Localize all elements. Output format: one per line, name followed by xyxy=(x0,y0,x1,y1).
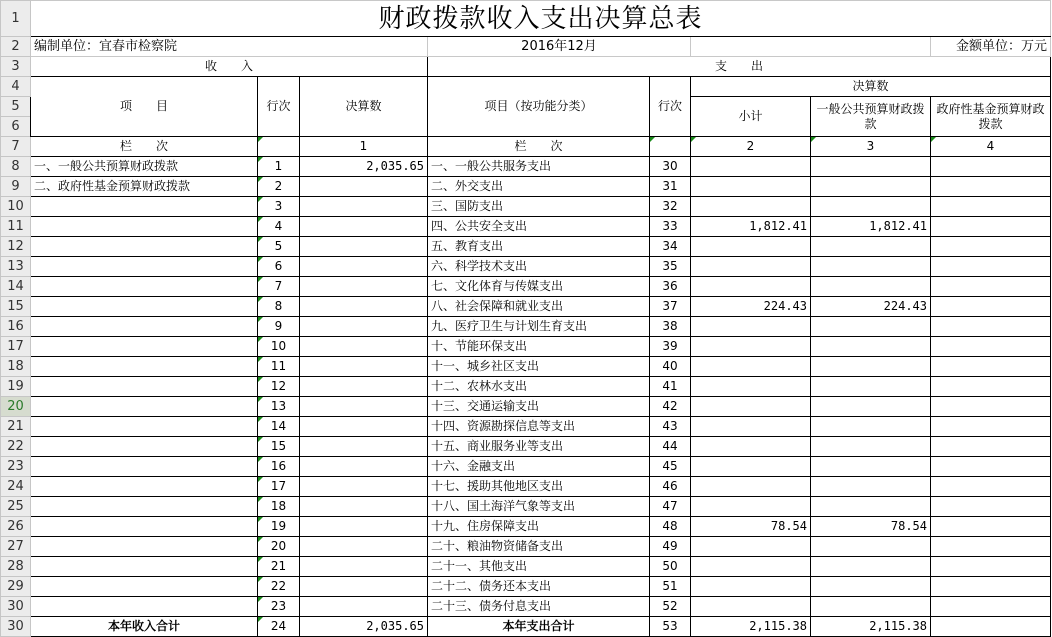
expense-row-no-cell[interactable]: 34 xyxy=(650,237,691,257)
column-label-expense[interactable]: 栏 次 xyxy=(428,137,650,157)
income-amount-cell[interactable] xyxy=(300,557,428,577)
expense-row-no-cell[interactable]: 51 xyxy=(650,577,691,597)
income-item-cell[interactable] xyxy=(31,477,258,497)
general-budget-cell[interactable] xyxy=(811,237,931,257)
row-header[interactable]: 6 xyxy=(1,117,31,137)
income-amount-cell[interactable] xyxy=(300,317,428,337)
income-item-cell[interactable] xyxy=(31,537,258,557)
income-amount-cell[interactable] xyxy=(300,457,428,477)
expense-row-no-cell[interactable]: 39 xyxy=(650,337,691,357)
income-amount-cell[interactable] xyxy=(300,257,428,277)
income-row-no-cell[interactable]: 18 xyxy=(258,497,300,517)
general-budget-cell[interactable] xyxy=(811,597,931,617)
column-number[interactable]: 3 xyxy=(811,137,931,157)
expense-item-cell[interactable]: 五、教育支出 xyxy=(428,237,650,257)
income-row-no-cell[interactable]: 12 xyxy=(258,377,300,397)
fund-budget-cell[interactable] xyxy=(931,577,1051,597)
row-header[interactable]: 27 xyxy=(1,537,31,557)
row-header[interactable]: 12 xyxy=(1,237,31,257)
expense-row-no-cell[interactable]: 30 xyxy=(650,157,691,177)
column-number[interactable]: 4 xyxy=(931,137,1051,157)
row-header[interactable]: 4 xyxy=(1,77,31,97)
general-budget-cell[interactable] xyxy=(811,317,931,337)
empty-cell[interactable] xyxy=(258,137,300,157)
income-item-cell[interactable] xyxy=(31,377,258,397)
expense-row-no-cell[interactable]: 45 xyxy=(650,457,691,477)
expense-item-cell[interactable]: 十六、金融支出 xyxy=(428,457,650,477)
expense-section-header[interactable]: 支 出 xyxy=(428,57,1051,77)
income-row-no-cell[interactable]: 10 xyxy=(258,337,300,357)
expense-item-header[interactable]: 项目（按功能分类） xyxy=(428,77,650,137)
fund-budget-cell[interactable] xyxy=(931,417,1051,437)
fund-budget-cell[interactable] xyxy=(931,257,1051,277)
expense-item-cell[interactable]: 三、国防支出 xyxy=(428,197,650,217)
income-item-cell[interactable] xyxy=(31,297,258,317)
income-row-no-cell[interactable]: 6 xyxy=(258,257,300,277)
fund-budget-cell[interactable] xyxy=(931,177,1051,197)
income-amount-cell[interactable] xyxy=(300,477,428,497)
row-header[interactable]: 20 xyxy=(1,397,31,417)
subtotal-cell[interactable] xyxy=(691,157,811,177)
expense-row-no-header[interactable]: 行次 xyxy=(650,77,691,137)
income-row-no-cell[interactable]: 8 xyxy=(258,297,300,317)
general-budget-cell[interactable]: 224.43 xyxy=(811,297,931,317)
income-amount-cell[interactable] xyxy=(300,297,428,317)
income-item-cell[interactable]: 二、政府性基金预算财政拨款 xyxy=(31,177,258,197)
row-header[interactable]: 11 xyxy=(1,217,31,237)
subtotal-cell[interactable] xyxy=(691,457,811,477)
income-row-no-cell[interactable]: 19 xyxy=(258,517,300,537)
income-row-no-cell[interactable]: 13 xyxy=(258,397,300,417)
income-item-cell[interactable] xyxy=(31,317,258,337)
fund-budget-cell[interactable] xyxy=(931,157,1051,177)
general-budget-cell[interactable] xyxy=(811,377,931,397)
general-budget-cell[interactable] xyxy=(811,197,931,217)
table-row xyxy=(1,197,1051,217)
fund-budget-cell[interactable] xyxy=(931,317,1051,337)
expense-item-cell[interactable]: 二十、粮油物资储备支出 xyxy=(428,537,650,557)
table-row xyxy=(1,557,1051,577)
row-header[interactable]: 29 xyxy=(1,577,31,597)
empty-cell[interactable] xyxy=(691,37,931,57)
expense-item-cell[interactable]: 十五、商业服务业等支出 xyxy=(428,437,650,457)
expense-item-cell[interactable]: 六、科学技术支出 xyxy=(428,257,650,277)
general-budget-cell[interactable]: 78.54 xyxy=(811,517,931,537)
income-item-cell[interactable] xyxy=(31,237,258,257)
subtotal-cell[interactable] xyxy=(691,557,811,577)
row-header[interactable]: 10 xyxy=(1,197,31,217)
expense-row-no-cell[interactable]: 37 xyxy=(650,297,691,317)
income-row-no-cell[interactable]: 22 xyxy=(258,577,300,597)
fund-budget-cell[interactable] xyxy=(931,237,1051,257)
income-amount-cell[interactable] xyxy=(300,357,428,377)
row-header[interactable]: 9 xyxy=(1,177,31,197)
income-amount-cell[interactable] xyxy=(300,337,428,357)
expense-row-no-cell[interactable]: 44 xyxy=(650,437,691,457)
general-budget-cell[interactable] xyxy=(811,177,931,197)
income-item-cell[interactable] xyxy=(31,437,258,457)
income-item-cell[interactable] xyxy=(31,357,258,377)
row-header[interactable]: 17 xyxy=(1,337,31,357)
income-item-cell[interactable] xyxy=(31,277,258,297)
income-amount-cell[interactable] xyxy=(300,397,428,417)
table-row xyxy=(1,397,1051,417)
income-amount-cell[interactable] xyxy=(300,577,428,597)
row-header[interactable]: 16 xyxy=(1,317,31,337)
income-item-cell[interactable] xyxy=(31,457,258,477)
subtotal-cell[interactable]: 224.43 xyxy=(691,297,811,317)
fund-budget-cell[interactable] xyxy=(931,277,1051,297)
expense-row-no-cell[interactable]: 52 xyxy=(650,597,691,617)
column-number[interactable]: 2 xyxy=(691,137,811,157)
income-row-no-cell[interactable]: 5 xyxy=(258,237,300,257)
subtotal-cell[interactable]: 78.54 xyxy=(691,517,811,537)
fund-budget-cell[interactable] xyxy=(931,217,1051,237)
subtotal-cell[interactable] xyxy=(691,417,811,437)
general-budget-cell[interactable] xyxy=(811,257,931,277)
general-budget-cell[interactable] xyxy=(811,477,931,497)
expense-item-cell[interactable]: 七、文化体育与传媒支出 xyxy=(428,277,650,297)
general-budget-cell[interactable] xyxy=(811,277,931,297)
general-budget-cell[interactable] xyxy=(811,557,931,577)
table-row xyxy=(1,257,1051,277)
fund-budget-cell[interactable] xyxy=(931,297,1051,317)
income-item-cell[interactable] xyxy=(31,397,258,417)
expense-row-no-cell[interactable]: 43 xyxy=(650,417,691,437)
general-budget-cell[interactable] xyxy=(811,457,931,477)
expense-row-no-cell[interactable]: 48 xyxy=(650,517,691,537)
income-amount-cell[interactable] xyxy=(300,197,428,217)
income-item-cell[interactable]: 一、一般公共预算财政拨款 xyxy=(31,157,258,177)
table-row xyxy=(1,417,1051,437)
expense-row-no-cell[interactable]: 36 xyxy=(650,277,691,297)
fund-budget-cell[interactable] xyxy=(931,597,1051,617)
row-header[interactable]: 8 xyxy=(1,157,31,177)
income-row-no-header[interactable]: 行次 xyxy=(258,77,300,137)
report-date[interactable]: 2016年12月 xyxy=(428,37,691,57)
row-header[interactable]: 19 xyxy=(1,377,31,397)
table-row xyxy=(1,277,1051,297)
income-row-no-cell[interactable]: 16 xyxy=(258,457,300,477)
subtotal-cell[interactable]: 1,812.41 xyxy=(691,217,811,237)
expense-row-no-cell[interactable]: 53 xyxy=(650,617,691,637)
row-header[interactable]: 23 xyxy=(1,457,31,477)
income-row-no-cell[interactable]: 17 xyxy=(258,477,300,497)
fund-budget-cell[interactable] xyxy=(931,397,1051,417)
general-budget-cell[interactable] xyxy=(811,397,931,417)
income-row-no-cell[interactable]: 4 xyxy=(258,217,300,237)
income-item-cell[interactable] xyxy=(31,197,258,217)
row-header[interactable]: 14 xyxy=(1,277,31,297)
table-row xyxy=(1,477,1051,497)
row-header[interactable]: 21 xyxy=(1,417,31,437)
table-row xyxy=(1,337,1051,357)
fund-budget-cell[interactable] xyxy=(931,497,1051,517)
expense-item-cell[interactable]: 十、节能环保支出 xyxy=(428,337,650,357)
income-item-cell[interactable] xyxy=(31,257,258,277)
income-amount-cell[interactable] xyxy=(300,437,428,457)
fund-budget-cell[interactable] xyxy=(931,557,1051,577)
subtotal-cell[interactable]: 2,115.38 xyxy=(691,617,811,637)
column-number[interactable]: 1 xyxy=(300,137,428,157)
fund-budget-cell[interactable] xyxy=(931,337,1051,357)
report-title[interactable]: 财政拨款收入支出决算总表 xyxy=(31,1,1051,37)
table-row xyxy=(1,297,1051,317)
income-amount-cell[interactable] xyxy=(300,537,428,557)
income-amount-cell[interactable] xyxy=(300,597,428,617)
row-header[interactable]: 25 xyxy=(1,497,31,517)
table-row xyxy=(1,577,1051,597)
income-item-header[interactable]: 项 目 xyxy=(31,77,258,137)
expense-row-no-cell[interactable]: 41 xyxy=(650,377,691,397)
expense-item-cell[interactable]: 十三、交通运输支出 xyxy=(428,397,650,417)
table-row xyxy=(1,377,1051,397)
subtotal-cell[interactable] xyxy=(691,237,811,257)
income-row-no-cell[interactable]: 14 xyxy=(258,417,300,437)
income-row-no-cell[interactable]: 23 xyxy=(258,597,300,617)
subtotal-cell[interactable] xyxy=(691,257,811,277)
expense-item-cell[interactable]: 四、公共安全支出 xyxy=(428,217,650,237)
table-row xyxy=(1,237,1051,257)
expense-row-no-cell[interactable]: 50 xyxy=(650,557,691,577)
subtotal-cell[interactable] xyxy=(691,437,811,457)
income-row-no-cell[interactable]: 2 xyxy=(258,177,300,197)
fund-budget-cell[interactable] xyxy=(931,377,1051,397)
income-amount-cell[interactable] xyxy=(300,217,428,237)
row-header[interactable]: 7 xyxy=(1,137,31,157)
income-item-cell[interactable]: 本年收入合计 xyxy=(31,617,258,637)
income-item-cell[interactable] xyxy=(31,417,258,437)
amount-unit[interactable]: 金额单位：万元 xyxy=(931,37,1051,57)
expense-item-cell[interactable]: 十一、城乡社区支出 xyxy=(428,357,650,377)
expense-row-no-cell[interactable]: 32 xyxy=(650,197,691,217)
expense-item-cell[interactable]: 八、社会保障和就业支出 xyxy=(428,297,650,317)
income-row-no-cell[interactable]: 21 xyxy=(258,557,300,577)
subtotal-cell[interactable] xyxy=(691,597,811,617)
income-amount-header[interactable]: 决算数 xyxy=(300,77,428,137)
general-budget-cell[interactable] xyxy=(811,337,931,357)
general-budget-cell[interactable]: 2,115.38 xyxy=(811,617,931,637)
income-amount-cell[interactable] xyxy=(300,417,428,437)
row-header[interactable]: 30 xyxy=(1,617,31,637)
expense-item-cell[interactable]: 十九、住房保障支出 xyxy=(428,517,650,537)
expense-item-cell[interactable]: 九、医疗卫生与计划生育支出 xyxy=(428,317,650,337)
table-row xyxy=(1,437,1051,457)
expense-row-no-cell[interactable]: 40 xyxy=(650,357,691,377)
expense-row-no-cell[interactable]: 31 xyxy=(650,177,691,197)
reporting-unit[interactable]: 编制单位：宜春市检察院 xyxy=(31,37,428,57)
row-header[interactable]: 22 xyxy=(1,437,31,457)
fund-budget-header[interactable]: 政府性基金预算财政拨款 xyxy=(931,97,1051,137)
general-budget-cell[interactable] xyxy=(811,417,931,437)
general-budget-header[interactable]: 一般公共预算财政拨款 xyxy=(811,97,931,137)
column-label-income[interactable]: 栏 次 xyxy=(31,137,258,157)
subtotal-cell[interactable] xyxy=(691,337,811,357)
subtotal-cell[interactable] xyxy=(691,177,811,197)
subtotal-cell[interactable] xyxy=(691,197,811,217)
fund-budget-cell[interactable] xyxy=(931,357,1051,377)
fund-budget-cell[interactable] xyxy=(931,477,1051,497)
income-section-header[interactable]: 收 入 xyxy=(31,57,428,77)
row-header[interactable]: 13 xyxy=(1,257,31,277)
income-row-no-cell[interactable]: 7 xyxy=(258,277,300,297)
expense-item-cell[interactable]: 二十一、其他支出 xyxy=(428,557,650,577)
income-row-no-cell[interactable]: 24 xyxy=(258,617,300,637)
row-header[interactable]: 3 xyxy=(1,57,31,77)
income-item-cell[interactable] xyxy=(31,337,258,357)
expense-row-no-cell[interactable]: 49 xyxy=(650,537,691,557)
subtotal-cell[interactable] xyxy=(691,317,811,337)
general-budget-cell[interactable] xyxy=(811,577,931,597)
table-row xyxy=(1,457,1051,477)
expense-item-cell[interactable]: 二、外交支出 xyxy=(428,177,650,197)
row-header[interactable]: 26 xyxy=(1,517,31,537)
income-amount-cell[interactable] xyxy=(300,177,428,197)
row-header[interactable]: 2 xyxy=(1,37,31,57)
expense-item-cell[interactable]: 十二、农林水支出 xyxy=(428,377,650,397)
expense-row-no-cell[interactable]: 46 xyxy=(650,477,691,497)
expense-item-cell[interactable]: 十四、资源勘探信息等支出 xyxy=(428,417,650,437)
expense-row-no-cell[interactable]: 35 xyxy=(650,257,691,277)
income-amount-cell[interactable] xyxy=(300,377,428,397)
general-budget-cell[interactable] xyxy=(811,157,931,177)
subtotal-cell[interactable] xyxy=(691,277,811,297)
row-header[interactable]: 15 xyxy=(1,297,31,317)
expense-row-no-cell[interactable]: 33 xyxy=(650,217,691,237)
income-row-no-cell[interactable]: 20 xyxy=(258,537,300,557)
expense-item-cell[interactable]: 十八、国土海洋气象等支出 xyxy=(428,497,650,517)
subtotal-cell[interactable] xyxy=(691,497,811,517)
income-item-cell[interactable] xyxy=(31,517,258,537)
table-row xyxy=(1,537,1051,557)
subtotal-cell[interactable] xyxy=(691,477,811,497)
income-item-cell[interactable] xyxy=(31,557,258,577)
income-item-cell[interactable] xyxy=(31,597,258,617)
row-header[interactable]: 1 xyxy=(1,1,31,37)
general-budget-cell[interactable]: 1,812.41 xyxy=(811,217,931,237)
expense-row-no-cell[interactable]: 38 xyxy=(650,317,691,337)
income-amount-cell[interactable] xyxy=(300,517,428,537)
row-header[interactable]: 18 xyxy=(1,357,31,377)
table-row xyxy=(1,317,1051,337)
general-budget-cell[interactable] xyxy=(811,497,931,517)
income-item-cell[interactable] xyxy=(31,217,258,237)
income-amount-cell[interactable] xyxy=(300,277,428,297)
income-row-no-cell[interactable]: 15 xyxy=(258,437,300,457)
income-row-no-cell[interactable]: 1 xyxy=(258,157,300,177)
fund-budget-cell[interactable] xyxy=(931,197,1051,217)
expense-row-no-cell[interactable]: 47 xyxy=(650,497,691,517)
subtotal-cell[interactable] xyxy=(691,377,811,397)
income-amount-cell[interactable]: 2,035.65 xyxy=(300,157,428,177)
row-header[interactable]: 24 xyxy=(1,477,31,497)
expense-item-cell[interactable]: 二十二、债务还本支出 xyxy=(428,577,650,597)
income-row-no-cell[interactable]: 11 xyxy=(258,357,300,377)
expense-item-cell[interactable]: 二十三、债务付息支出 xyxy=(428,597,650,617)
row-header[interactable]: 28 xyxy=(1,557,31,577)
fund-budget-cell[interactable] xyxy=(931,537,1051,557)
table-row xyxy=(1,217,1051,237)
income-amount-cell[interactable] xyxy=(300,497,428,517)
subtotal-cell[interactable] xyxy=(691,577,811,597)
income-amount-cell[interactable] xyxy=(300,237,428,257)
expense-item-cell[interactable]: 十七、援助其他地区支出 xyxy=(428,477,650,497)
fund-budget-cell[interactable] xyxy=(931,517,1051,537)
table-row xyxy=(1,177,1051,197)
totals-row xyxy=(1,617,1051,637)
subtotal-header[interactable]: 小计 xyxy=(691,97,811,137)
table-row xyxy=(1,497,1051,517)
income-item-cell[interactable] xyxy=(31,497,258,517)
final-amount-group-header[interactable]: 决算数 xyxy=(691,77,1051,97)
table-row xyxy=(1,157,1051,177)
row-header[interactable]: 5 xyxy=(1,97,31,117)
income-amount-cell[interactable]: 2,035.65 xyxy=(300,617,428,637)
table-row xyxy=(1,597,1051,617)
expense-item-cell[interactable]: 本年支出合计 xyxy=(428,617,650,637)
general-budget-cell[interactable] xyxy=(811,437,931,457)
subtotal-cell[interactable] xyxy=(691,357,811,377)
income-row-no-cell[interactable]: 9 xyxy=(258,317,300,337)
fund-budget-cell[interactable] xyxy=(931,617,1051,637)
subtotal-cell[interactable] xyxy=(691,537,811,557)
table-row xyxy=(1,517,1051,537)
expense-item-cell[interactable]: 一、一般公共服务支出 xyxy=(428,157,650,177)
income-item-cell[interactable] xyxy=(31,577,258,597)
income-row-no-cell[interactable]: 3 xyxy=(258,197,300,217)
subtotal-cell[interactable] xyxy=(691,397,811,417)
general-budget-cell[interactable] xyxy=(811,357,931,377)
row-header[interactable]: 30 xyxy=(1,597,31,617)
table-row xyxy=(1,357,1051,377)
empty-cell[interactable] xyxy=(650,137,691,157)
expense-row-no-cell[interactable]: 42 xyxy=(650,397,691,417)
fund-budget-cell[interactable] xyxy=(931,437,1051,457)
general-budget-cell[interactable] xyxy=(811,537,931,557)
fund-budget-cell[interactable] xyxy=(931,457,1051,477)
